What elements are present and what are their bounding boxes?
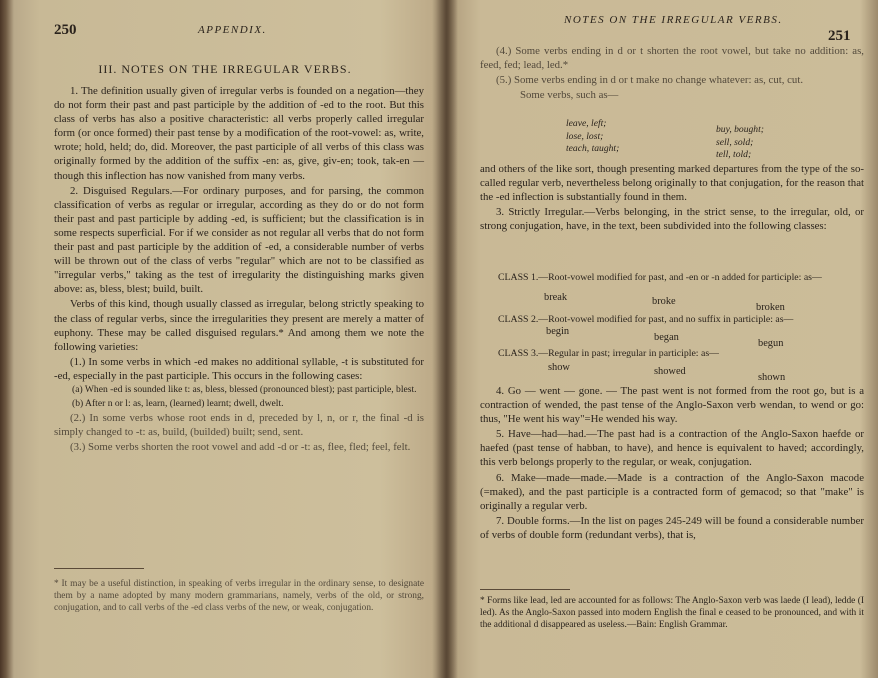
right-para-7: 5. Have—had—had.—The past had is a contraction of the Anglo-Saxon haefde or haefed (past tense of habban, to have), and hence is equivalent to haved; accordingly, this verb belongs properly to the regular, or weak, conjugation.	[480, 428, 864, 469]
right-footnote: * Forms like lead, led are accounted for as follows: The Anglo-Saxon verb was laede (I lead), ledde (I led). As the Anglo-Saxon passed into modern English the final e ceased to be pronounced, and with it the additional d disappeared as useless.—Bain: English Grammar.	[480, 596, 864, 631]
right-para-8: 6. Make—made—made.—Made is a contraction of the Anglo-Saxon macode (=maked), and the past participle is a contracted form of gemacod; so that "make" is originally a regular verb.	[480, 471, 864, 512]
class-1-description: CLASS 1.—Root-vowel modified for past, and -en or -n added for participle: as—	[498, 272, 822, 283]
right-running-head: NOTES ON THE IRREGULAR VERBS.	[564, 14, 783, 26]
left-page	[16, 0, 434, 678]
right-page-number: 251	[828, 28, 851, 44]
verb-item: leave, left;	[566, 118, 607, 129]
section-title: III. NOTES ON THE IRREGULAR VERBS.	[98, 62, 352, 76]
verb-list-left	[566, 118, 619, 156]
class-2-word: begun	[758, 338, 784, 349]
right-body-top	[480, 44, 864, 103]
class-3-word: shown	[758, 372, 786, 383]
left-para-2: 2. Disguised Regulars.—For ordinary purposes, and for parsing, the common classification of verbs as regular or irregular, according as they do or do not form their past and past participle by adding -ed, is sufficient; but the classification is in some respects superficial. For if we consider as not regular all verbs that do not form their past and past participle by the addition of -ed, a considerable number of verbs will be thrown out of the class of verbs "regular" which are not to be classified as "irregular verbs," taking as the test of irregularity the distinguishing marks given above: as, bless, blest; build, built.	[54, 184, 424, 296]
verb-item: tell, told;	[716, 149, 752, 161]
class-1-word: break	[544, 292, 568, 303]
left-body	[54, 84, 424, 455]
right-para-9: 7. Double forms.—In the list on pages 245-249 will be found a considerable number of verbs of double form (redundant verbs), that is,	[480, 514, 864, 541]
verb-item: lose, lost;	[566, 130, 604, 142]
left-para-4: (1.) In some verbs in which -ed makes no additional syllable, -t is substituted for -ed, especially in the past participle. This occurs in the following cases:	[54, 355, 424, 382]
right-para-4: and others of the like sort, though presenting marked departures from the type of the so-called regular verb, nevertheless belong originally to that conjugation, for the reason that the -ed inflection is substantially found in them.	[480, 163, 864, 204]
right-page	[454, 0, 878, 678]
left-footnote-rule	[54, 568, 144, 569]
verb-item: teach, taught;	[566, 143, 620, 155]
right-body-bottom	[480, 384, 864, 543]
class-1-word: broken	[756, 302, 785, 313]
class-2-word: begin	[546, 326, 570, 337]
left-case-b: (b) After n or l: as, learn, (learned) learnt; dwell, dwelt.	[72, 397, 284, 409]
left-running-head: APPENDIX.	[198, 24, 267, 36]
class-2-word: began	[654, 332, 679, 343]
verb-list-right	[716, 124, 764, 162]
class-3-word: show	[548, 362, 570, 373]
left-case-a: (a) When -ed is sounded like t: as, bless, blessed (pronounced blest); past participle, blest.	[72, 383, 417, 395]
right-para-3: Some verbs, such as—	[520, 89, 619, 102]
right-para-5: 3. Strictly Irregular.—Verbs belonging, in the strict sense, to the irregular, old, or strong conjugation, have, in the text, been subdivided into the following classes:	[480, 206, 864, 233]
right-footnote-rule	[480, 589, 570, 590]
left-page-number: 250	[54, 22, 77, 38]
left-footnote: * It may be a useful distinction, in speaking of verbs irregular in the ordinary sense, to designate them by a name adopted by many modern grammarians, namely, verbs of the old, or strong, conjugation, and to call verbs of the -ed class verbs of the new, or weak, conjugation.	[54, 579, 424, 614]
left-para-1: 1. The definition usually given of irregular verbs is founded on a negation—they do not form their past and past participle by the addition of -ed to the root. But this class of verbs has also a positive characteristic: all verbs properly called irregular form (or once formed) their past tense by a modification of the root-vowel: as, write, wrote; hold, held; do, did. Moreover, the past participle of all verbs of this class was originally formed by the addition of the suffix -en: as, give, giv-en; took, tak-en — though this inflection has now vanished from many verbs.	[54, 85, 424, 182]
verb-item: sell, sold;	[716, 136, 754, 148]
class-2-description: CLASS 2.—Root-vowel modified for past, and no suffix in participle: as—	[498, 314, 794, 325]
class-3-description: CLASS 3.—Regular in past; irregular in participle: as—	[498, 348, 719, 359]
class-3-word: showed	[654, 366, 686, 377]
right-para-1: (4.) Some verbs ending in d or t shorten the root vowel, but take no addition: as, feed, fed; lead, led.*	[480, 45, 864, 72]
left-para-5: (2.) In some verbs whose root ends in d, preceded by l, n, or r, the final -d is simply changed to -t: as, build, (builded) built; send, sent.	[54, 412, 424, 439]
right-para-6: 4. Go — went — gone. — The past went is not formed from the root go, but is a contraction of wended, the past tense of the Anglo-Saxon verb wendan, to wend or go: thus, "He went his way"=He wended his way.	[480, 385, 864, 426]
right-body-mid	[480, 162, 864, 234]
verb-item: buy, bought;	[716, 124, 764, 135]
left-para-3: Verbs of this kind, though usually classed as irregular, belong strictly speaking to the class of regular verbs, since the irregularities they present are merely a matter of euphony. These may be called disguised regulars.* And among them we note the following varieties:	[54, 298, 424, 353]
left-para-6: (3.) Some verbs shorten the root vowel and add -d or -t: as, flee, fled; feel, felt.	[70, 441, 411, 454]
class-1-word: broke	[652, 296, 676, 307]
right-para-2: (5.) Some verbs ending in d or t make no change whatever: as, cut, cut.	[496, 74, 804, 87]
